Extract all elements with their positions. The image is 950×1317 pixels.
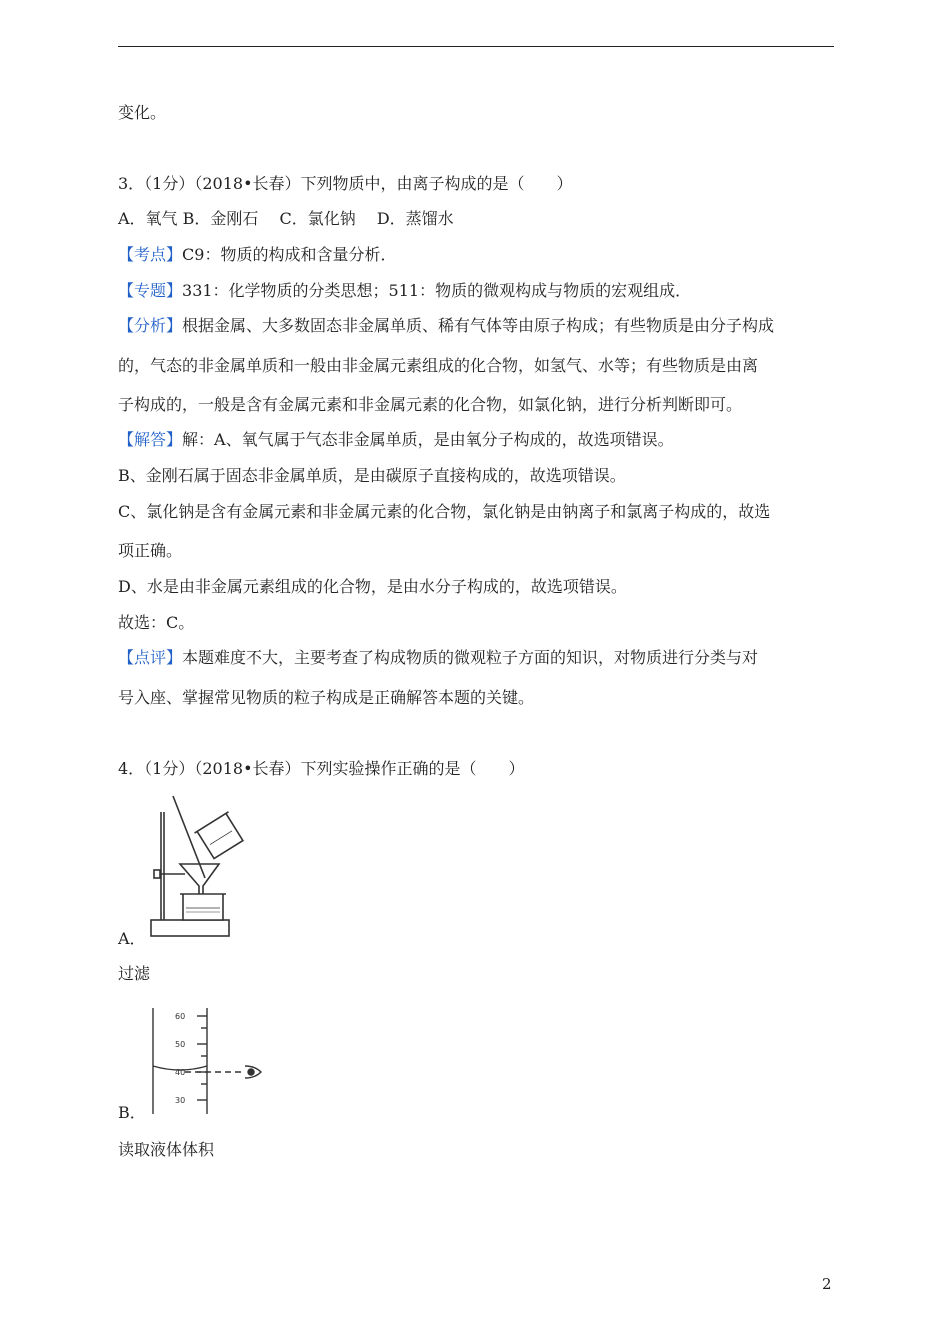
tick-label-40: 40: [175, 1068, 186, 1077]
page-number: 2: [822, 1275, 832, 1293]
zhuanti-tag: 【专题】: [118, 281, 183, 300]
zhuanti-line: [118, 280, 691, 302]
dianping-line-1: [118, 647, 758, 669]
kaodian-tag: 【考点】: [118, 245, 183, 264]
header-rule: [118, 46, 834, 47]
dianping-line-2: 号入座、掌握常见物质的粒子构成是正确解答本题的关键。: [118, 688, 535, 707]
fenxi-line-1: [118, 315, 774, 337]
answer-line: 故选：C。: [118, 613, 195, 632]
kaodian-line: [118, 244, 396, 266]
option-a-caption: 过滤: [118, 964, 151, 983]
question-3-options: A．氧气 B．金刚石 C．氯化钠 D．蒸馏水: [118, 209, 454, 228]
question-3-title: 3．（1分）（2018•长春）下列物质中，由离子构成的是（ ）: [118, 174, 573, 193]
fenxi-tag: 【分析】: [118, 316, 183, 335]
jieda-line-3: C、氯化钠是含有金属元素和非金属元素的化合物，氯化钠是由钠离子和氯离子构成的，故选: [118, 502, 771, 521]
jieda-line-2: B、金刚石属于固态非金属单质，是由碳原子直接构成的，故选项错误。: [118, 466, 626, 485]
dianping-tag: 【点评】: [118, 648, 183, 667]
jieda-text-1: 解：A、氧气属于气态非金属单质，是由氧分子构成的，故选项错误。: [182, 430, 674, 449]
jieda-line-1: [118, 429, 674, 451]
jieda-line-4: 项正确。: [118, 541, 183, 560]
text-line: 变化。: [118, 103, 167, 122]
tick-label-50: 50: [175, 1040, 186, 1049]
filtration-figure: [145, 794, 245, 944]
option-a-label: A．: [118, 929, 146, 948]
jieda-tag: 【解答】: [118, 430, 183, 449]
jieda-line-5: D、水是由非金属元素组成的化合物，是由水分子构成的，故选项错误。: [118, 577, 627, 596]
kaodian-text: C9：物质的构成和含量分析．: [182, 245, 397, 264]
option-b-label: B．: [118, 1103, 146, 1122]
tick-label-60: 60: [175, 1012, 186, 1021]
fenxi-text-1: 根据金属、大多数固态非金属单质、稀有气体等由原子构成；有些物质是由分子构成: [182, 316, 775, 335]
question-4-title: 4．（1分）（2018•长春）下列实验操作正确的是（ ）: [118, 759, 525, 778]
dianping-text-1: 本题难度不大，主要考查了构成物质的微观粒子方面的知识，对物质进行分类与对: [182, 648, 759, 667]
zhuanti-text: 331：化学物质的分类思想；511：物质的微观构成与物质的宏观组成．: [182, 281, 692, 300]
graduated-cylinder-figure: [145, 1006, 270, 1116]
option-b-caption: 读取液体体积: [118, 1140, 215, 1159]
fenxi-line-2: 的，气态的非金属单质和一般由非金属元素组成的化合物，如氢气、水等；有些物质是由离: [118, 356, 759, 375]
fenxi-line-3: 子构成的，一般是含有金属元素和非金属元素的化合物，如氯化钠，进行分析判断即可。: [118, 395, 743, 414]
tick-label-30: 30: [175, 1096, 186, 1105]
